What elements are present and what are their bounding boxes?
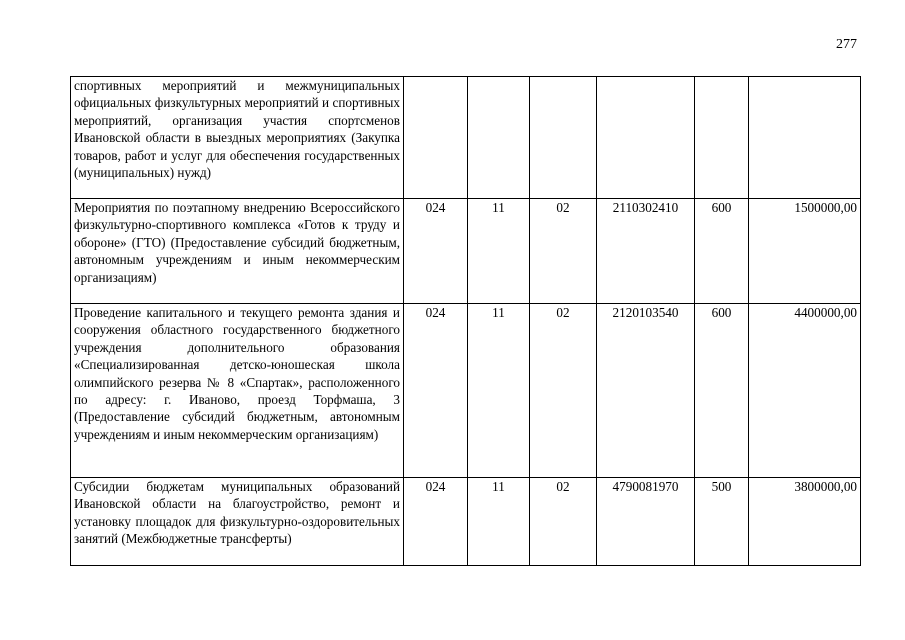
section-code-cell: 11 [468, 199, 530, 304]
subsection-code-cell: 02 [530, 478, 597, 566]
subsection-code-cell: 02 [530, 199, 597, 304]
amount-cell: 3800000,00 [749, 478, 861, 566]
section-code-cell: 11 [468, 478, 530, 566]
expense-type-cell: 600 [695, 304, 749, 478]
target-article-cell: 2110302410 [597, 199, 695, 304]
description-cell [71, 304, 404, 478]
description-cell [71, 199, 404, 304]
target-article-cell: 2120103540 [597, 304, 695, 478]
expense-type-cell: 600 [695, 199, 749, 304]
page-number: 277 [836, 37, 857, 52]
description-cell [71, 478, 404, 566]
table-row [71, 304, 861, 478]
expense-type-cell: 500 [695, 478, 749, 566]
amount-cell: 4400000,00 [749, 304, 861, 478]
subsection-code-cell [530, 77, 597, 199]
target-article-cell: 4790081970 [597, 478, 695, 566]
description-text: Субсидии бюджетам муниципальных образований Ивановской области на благоустройство, ремонт и установку площадок для физкультурно-оздоровительных занятий (Межбюджетные трансферты) [74, 479, 400, 547]
ministry-code-cell: 024 [404, 199, 468, 304]
amount-cell [749, 77, 861, 199]
amount-cell: 1500000,00 [749, 199, 861, 304]
description-text: спортивных мероприятий и межмуниципальных официальных физкультурных мероприятий и спортивных мероприятий, организация участия спортсменов Ивановской области в выездных мероприятиях (Закупка товаров, работ и услуг для обеспечения государственных (муниципальных) нужд) [74, 78, 400, 181]
ministry-code-cell [404, 77, 468, 199]
expense-type-cell [695, 77, 749, 199]
ministry-code-cell: 024 [404, 304, 468, 478]
description-cell [71, 77, 404, 199]
subsection-code-cell: 02 [530, 304, 597, 478]
table-row [71, 478, 861, 566]
section-code-cell: 11 [468, 304, 530, 478]
ministry-code-cell: 024 [404, 478, 468, 566]
table-row [71, 199, 861, 304]
budget-table [70, 76, 861, 566]
section-code-cell [468, 77, 530, 199]
description-text: Мероприятия по поэтапному внедрению Всероссийского физкультурно-спортивного комплекса «Готов к труду и обороне» (ГТО) (Предоставление субсидий бюджетным, автономным учреждениям и иным некоммерческим организациям) [74, 200, 400, 285]
target-article-cell [597, 77, 695, 199]
description-text: Проведение капитального и текущего ремонта здания и сооружения областного государственного бюджетного учреждения дополнительного образования «Специализированная детско-юношеская школа олимпийского резерва № 8 «Спартак», расположенного по адресу: г. Иваново, проезд Торфмаша, 3 (Предоставление субсидий бюджетным, автономным учреждениям и иным некоммерческим организациям) [74, 305, 400, 442]
table-row [71, 77, 861, 199]
